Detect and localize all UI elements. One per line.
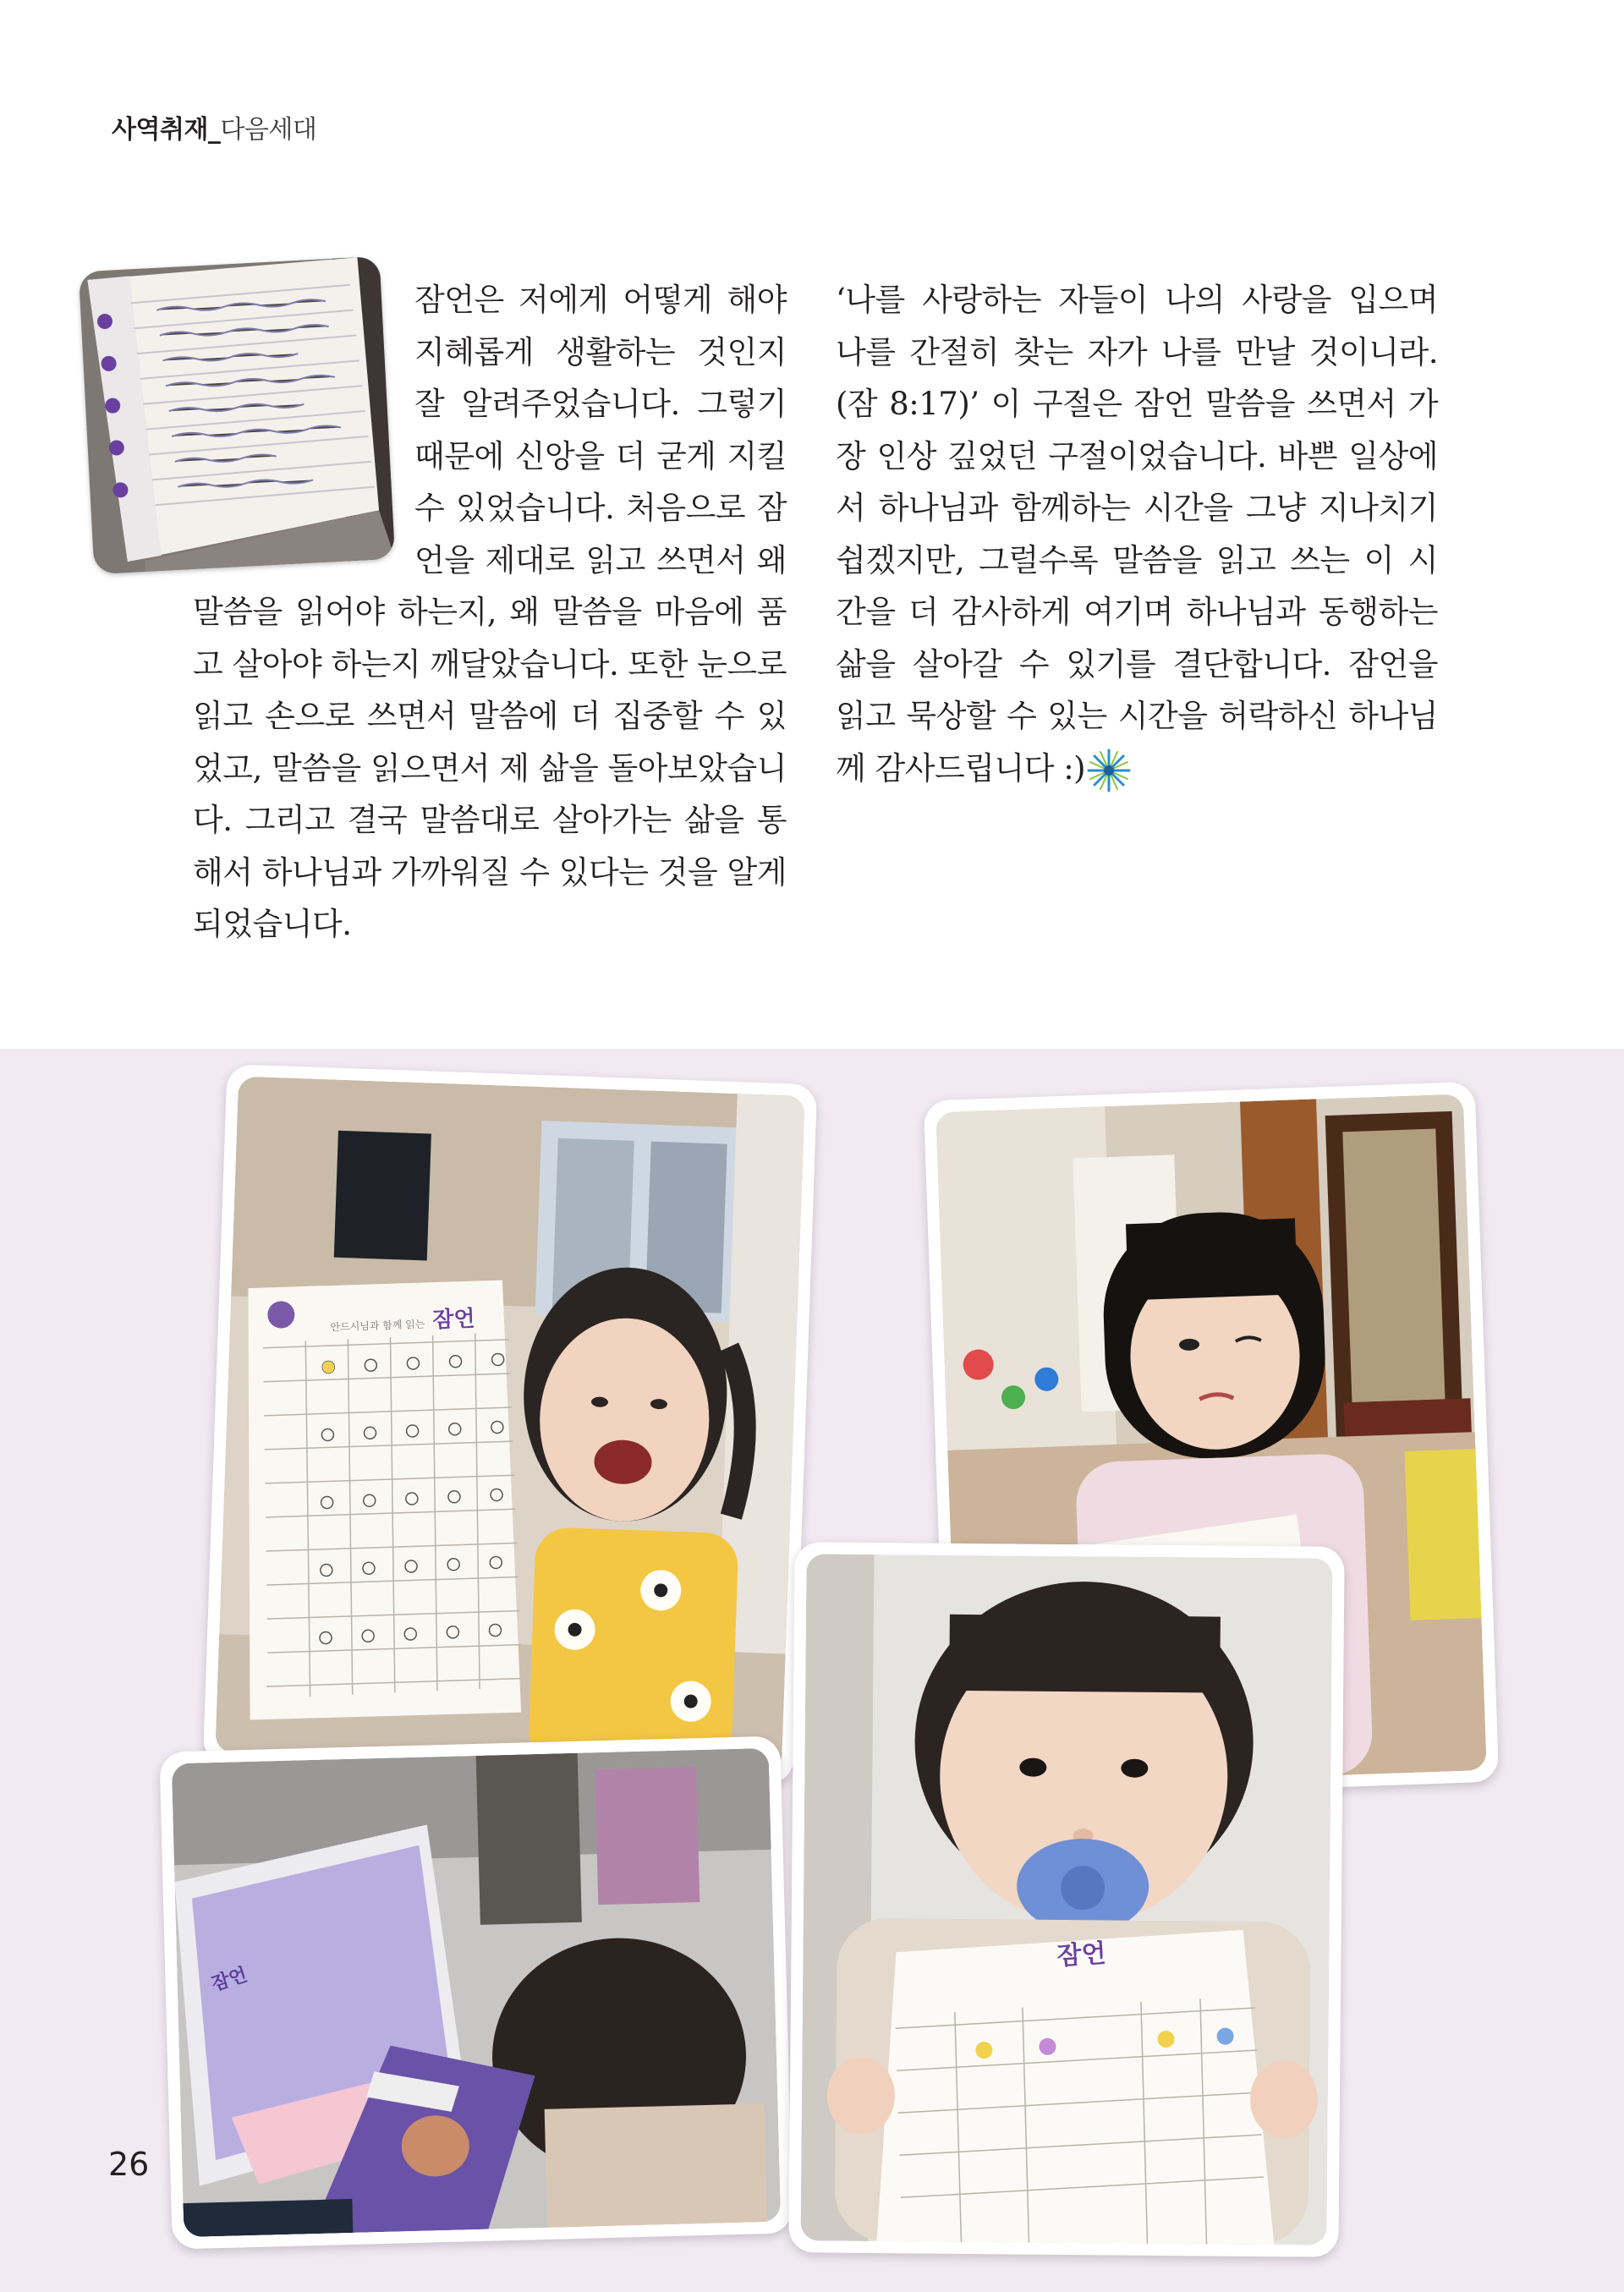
- sparkle-icon: [1085, 747, 1133, 794]
- photo-laptop-reading: [159, 1735, 793, 2249]
- chart-title-label: [330, 1302, 475, 1338]
- photo-girl-with-chart: [203, 1064, 817, 1785]
- screen-title: 잠언: [209, 1964, 250, 1996]
- chart-title-toddler: [1056, 1932, 1107, 1971]
- section-subtitle: 다음세대: [220, 115, 317, 145]
- article-right-column: [836, 274, 1438, 794]
- page-number: 26: [108, 2146, 150, 2183]
- article-left-column: [193, 274, 787, 951]
- chart-title: 잠언: [431, 1306, 476, 1334]
- chart-subtitle: 안드시님과 함께 읽는: [330, 1318, 425, 1334]
- section-header: [112, 108, 316, 145]
- photo-toddler-pacifier: [788, 1542, 1344, 2257]
- left-column-text: 잠언은 저에게 어떻게 해야 지혜롭게 생활하는 것인지 잘 알려주었습니다. 그렇기 때문에 신앙을 더 굳게 지킬 수 있었습니다. 처음으로 잠언을 제대로 읽고 쓰면서 왜 말씀을 읽어야 하는지, 왜 말씀을 마음에 품고 살아야 하는지 깨달았습니다. 또한 눈으로 읽고 손으로 쓰면서 말씀에 더 집중할 수 있었고, 말씀을 읽으면서 제 삶을 돌아보았습니다. 그리고 결국 말씀대로 살아가는 삶을 통해서 하나님과 가까워질 수 있다는 것을 알게 되었습니다.: [193, 282, 787, 942]
- chart-title-text: 잠언: [1056, 1938, 1107, 1971]
- section-title: 사역취재_: [112, 115, 221, 145]
- right-column-text: ‘나를 사랑하는 자들이 나의 사랑을 입으며 나를 간절히 찾는 자가 나를 만날 것이니라. (잠 8:17)’ 이 구절은 잠언 말씀을 쓰면서 가장 인상 깊었던 구절이었습니다. 바쁜 일상에서 하나님과 함께하는 시간을 그냥 지나치기 쉽겠지만, 그럴수록 말씀을 읽고 쓰는 이 시간을 더 감사하게 여기며 하나님과 동행하는 삶을 살아갈 수 있기를 결단합니다. 잠언을 읽고 묵상할 수 있는 시간을 허락하신 하나님께 감사드립니다 :): [836, 282, 1438, 787]
